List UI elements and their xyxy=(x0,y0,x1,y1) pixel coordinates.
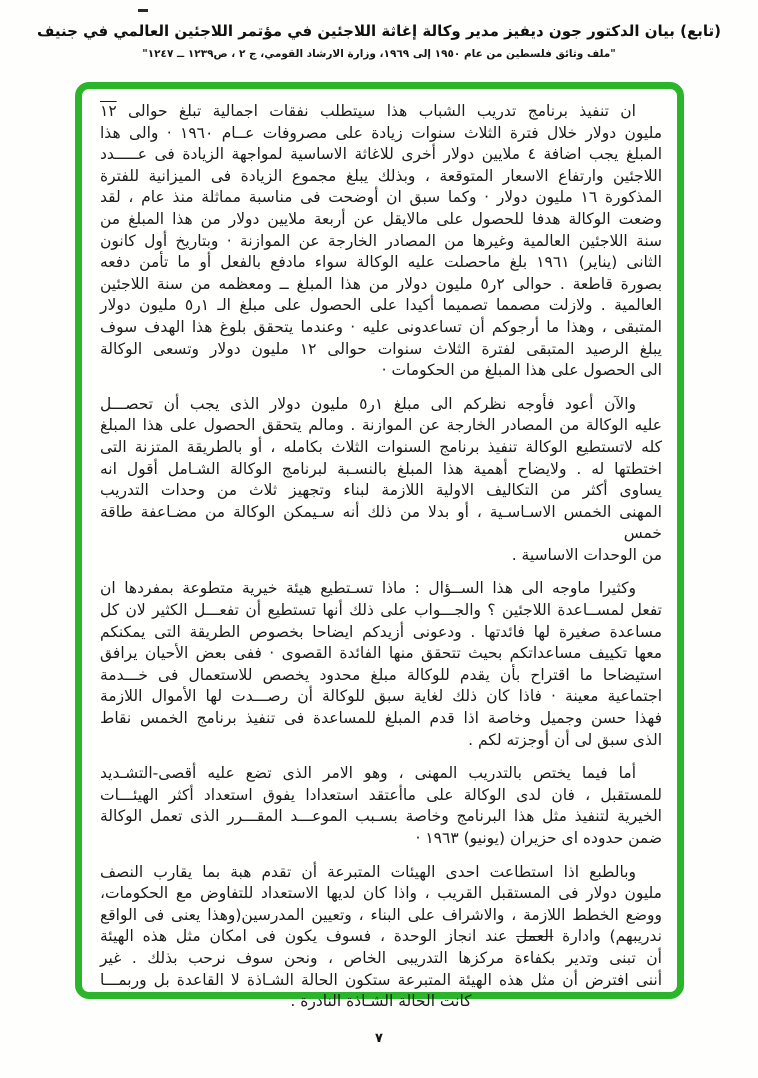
text-line: أما فيما يختص بالتدريب المهنى ، وهو الامر الذى تضع عليه أقصى-التشـديد xyxy=(100,764,636,783)
text-segment: عند انجاز الوحدة ، فسوف يكون فى امكان مثل هذه الهيئة xyxy=(100,927,517,946)
text-segment: ندريبهم) وادارة xyxy=(553,927,662,946)
text-line: أننى افترض أن مثل هذه الهيئة المتبرعة ستكون الحالة الشـاذة لا القاعدة بل وربمـــا xyxy=(100,970,662,989)
text-line: الخيرية لتنفيذ مثل هذا البرنامج وخاصة بسـبب الموعـــد المقـــرر الذى تعمل الوكالة xyxy=(100,807,662,826)
text-line: كانت الحالة الشـاذة النادرة . xyxy=(290,992,472,1011)
page-title: (تابع) بيان الدكتور جون ديفيز مدير وكالة إغاثة اللاجئين في مؤتمر اللاجئين العالمي في جنيف xyxy=(37,22,721,40)
overlined-number: ١٢ xyxy=(100,102,117,120)
text-line: يساوى أكثر من التكاليف الاولية اللازمة لبناء وتجهيز ثلاث من وحدات التدريب xyxy=(100,481,662,500)
text-line: ضمن حدوده اى حزيران (يونيو) ١٩٦٣ · xyxy=(415,829,662,847)
text-line: مساعدة صغيرة لها فائدتها . ودعونى أزيدكم ايضاحا بخصوص الطريقة التى يمكنكم xyxy=(100,622,662,641)
text-line: اللاجئين وارتفاع الاسعار المتوقعة ، وبذلك يبلغ مجموع الزيادة فى الميزانية للفترة xyxy=(100,166,662,185)
text-line: يبلغ الرصيد المتبقى لفترة الثلاث سنوات حوالى ١٢ مليون دولار وتسعى الوكالة xyxy=(100,339,663,358)
paragraph-3 xyxy=(100,578,662,751)
paragraph-4 xyxy=(100,763,662,849)
page-number: ٧ xyxy=(375,1031,383,1046)
scan-artifact-dash xyxy=(138,9,148,12)
paragraph-2 xyxy=(100,394,662,567)
struck-word: العمل xyxy=(516,927,554,946)
text-line: من الوحدات الاساسية . xyxy=(511,545,662,564)
text-line: الذى سبق لى أن أوجزته لكم . xyxy=(468,730,662,749)
text-line: سنة اللاجئين العالمية وغيرها من المصادر الخارجة عن الموازنة · وبتاريخ أول كانون xyxy=(100,231,662,250)
text-line: العالمية . ولازلت مصمما تصميما أكيدا على الحصول على مبلغ الـ ١ر٥ مليون دولار xyxy=(100,296,662,315)
text-line: مليون دولار خلال فترة الثلاث سنوات زيادة على مصروفات عــام ١٩٦٠ · والى هذا xyxy=(100,123,663,142)
text-line: استيضاحا ما اقتراح بأن يقدم للوكالة مبلغ محدود يخصص للاستعمال فى خـــدمة xyxy=(100,665,662,684)
text-line: المذكورة ١٦ مليون دولار · وكما سبق ان أوضحت فى مناسبة مماثلة منذ عام ، لقد xyxy=(100,188,663,207)
text-line: كله لاتستطيع الوكالة تنفيذ برنامج السنوات الثلاث بكامله ، أو بالطريقة المتزنة التى xyxy=(100,437,662,456)
text-line: المتبقى ، وهذا ما أرجوكم أن تساعدونى عليه · وعندما يتحقق بلوغ هذا الهدف سوف xyxy=(100,317,662,336)
text-line: تفعل لمســاعدة اللاجئين ؟ والجـــواب على ذلك أنها تستطيع أن تفعـــل الكثير لان كل xyxy=(100,601,662,620)
paragraph-5 xyxy=(100,862,662,1013)
text-line: ووضع الخطط اللازمة ، والاشراف على البناء ، وتعيين المدرسين(وهذا يعنى فى الواقع xyxy=(100,905,662,924)
text-line: اختطتها له . ولايضاح أهمية هذا المبلغ بالنسـبة لبرنامج الوكالة الشـامل أقول انه xyxy=(100,459,662,478)
text-line: الى الحصول على هذا المبلغ من الحكومات · xyxy=(381,361,662,380)
text-line: للمستقبل ، فان لدى الوكالة على ماأعتقد استعدادا يفوق استعداد أكثر الهيئـــات xyxy=(100,785,662,804)
text-segment: ان تنفيذ برنامج تدريب الشباب هذا سيتطلب نفقات اجمالية تبلغ حوالى xyxy=(116,102,636,120)
text-line: مليون دولار فى المستقبل القريب ، واذا كان لديها الاستعداد للتفاوض مع الحكومات، xyxy=(100,884,662,903)
text-line: فهذا حسن وجميل وخاصة اذا قدم المبلغ للمساعدة فى تنفيذ برنامج الخمس نقاط xyxy=(100,709,662,728)
text-line: الثانى (يناير) ١٩٦١ بلغ ماحصلت عليه الوكالة سواء مادفع بالفعل أو ما تأمن دفعه xyxy=(100,253,662,272)
text-line: المبلغ يجب اضافة ٤ ملايين دولار أخرى للاغاثة الاساسية لمواجهة الزيادة فى عـــــدد xyxy=(100,145,663,164)
paragraph-1 xyxy=(100,101,662,382)
text-line: وبالطبع اذا استطاعت احدى الهيئات المتبرعة أن تقدم هبة بما يقارب النصف xyxy=(100,862,636,881)
text-line: وضعت الوكالة هدفا للحصول على مالايقل عن أربعة ملايين دولار من هذا المبلغ من xyxy=(100,209,662,228)
text-line: معها تكييف مساعداتكم بحيث تتحقق منها الفائدة القصوى · ففى بعض الأحيان يرافق xyxy=(100,644,662,663)
text-line: اجتماعية معينة · فاذا كان ذلك لغاية سبق للوكالة أن رصـــدت لها الأموال اللازمة xyxy=(100,687,662,706)
text-line: أن تبنى وتدير بكفاءة مركزها التدريبى الخاص ، ونحن سوف نرحب بذلك . غير xyxy=(100,948,662,967)
text-line: المهنى الخمس الاسـاسـية ، أو بدلا من ذلك أنه سـيمكن الوكالة من مضـاعفة طاقة خمس xyxy=(100,502,662,543)
text-line: بصورة قاطعة . حوالى ٢ر٥ مليون دولار من هذا المبلغ ــ ومعظمه من سنة اللاجئين xyxy=(100,274,663,293)
source-citation: "ملف وثائق فلسطين من عام ١٩٥٠ إلى ١٩٦٩، وزارة الارشاد القومي، ج ٢ ، ص١٢٣٩ ــ ١٢٤٧" xyxy=(142,48,616,60)
text-line xyxy=(100,926,662,948)
document-header xyxy=(0,20,758,60)
text-line: والآن أعود فأوجه نظركم الى مبلغ ١ر٥ مليون دولار الذى يجب أن تحصـــل xyxy=(100,394,636,413)
text-line: عليه الوكالة من المصادر الخارجة عن الموازنة . ومالم يتحقق الحصول على هذا المبلغ xyxy=(100,416,662,435)
text-line xyxy=(100,101,662,123)
document-frame xyxy=(75,82,684,1011)
text-line: وكثيرا ماوجه الى هذا الســؤال : ماذا تسـتطيع هيئة خيرية متطوعة بمفردها ان xyxy=(100,579,636,598)
